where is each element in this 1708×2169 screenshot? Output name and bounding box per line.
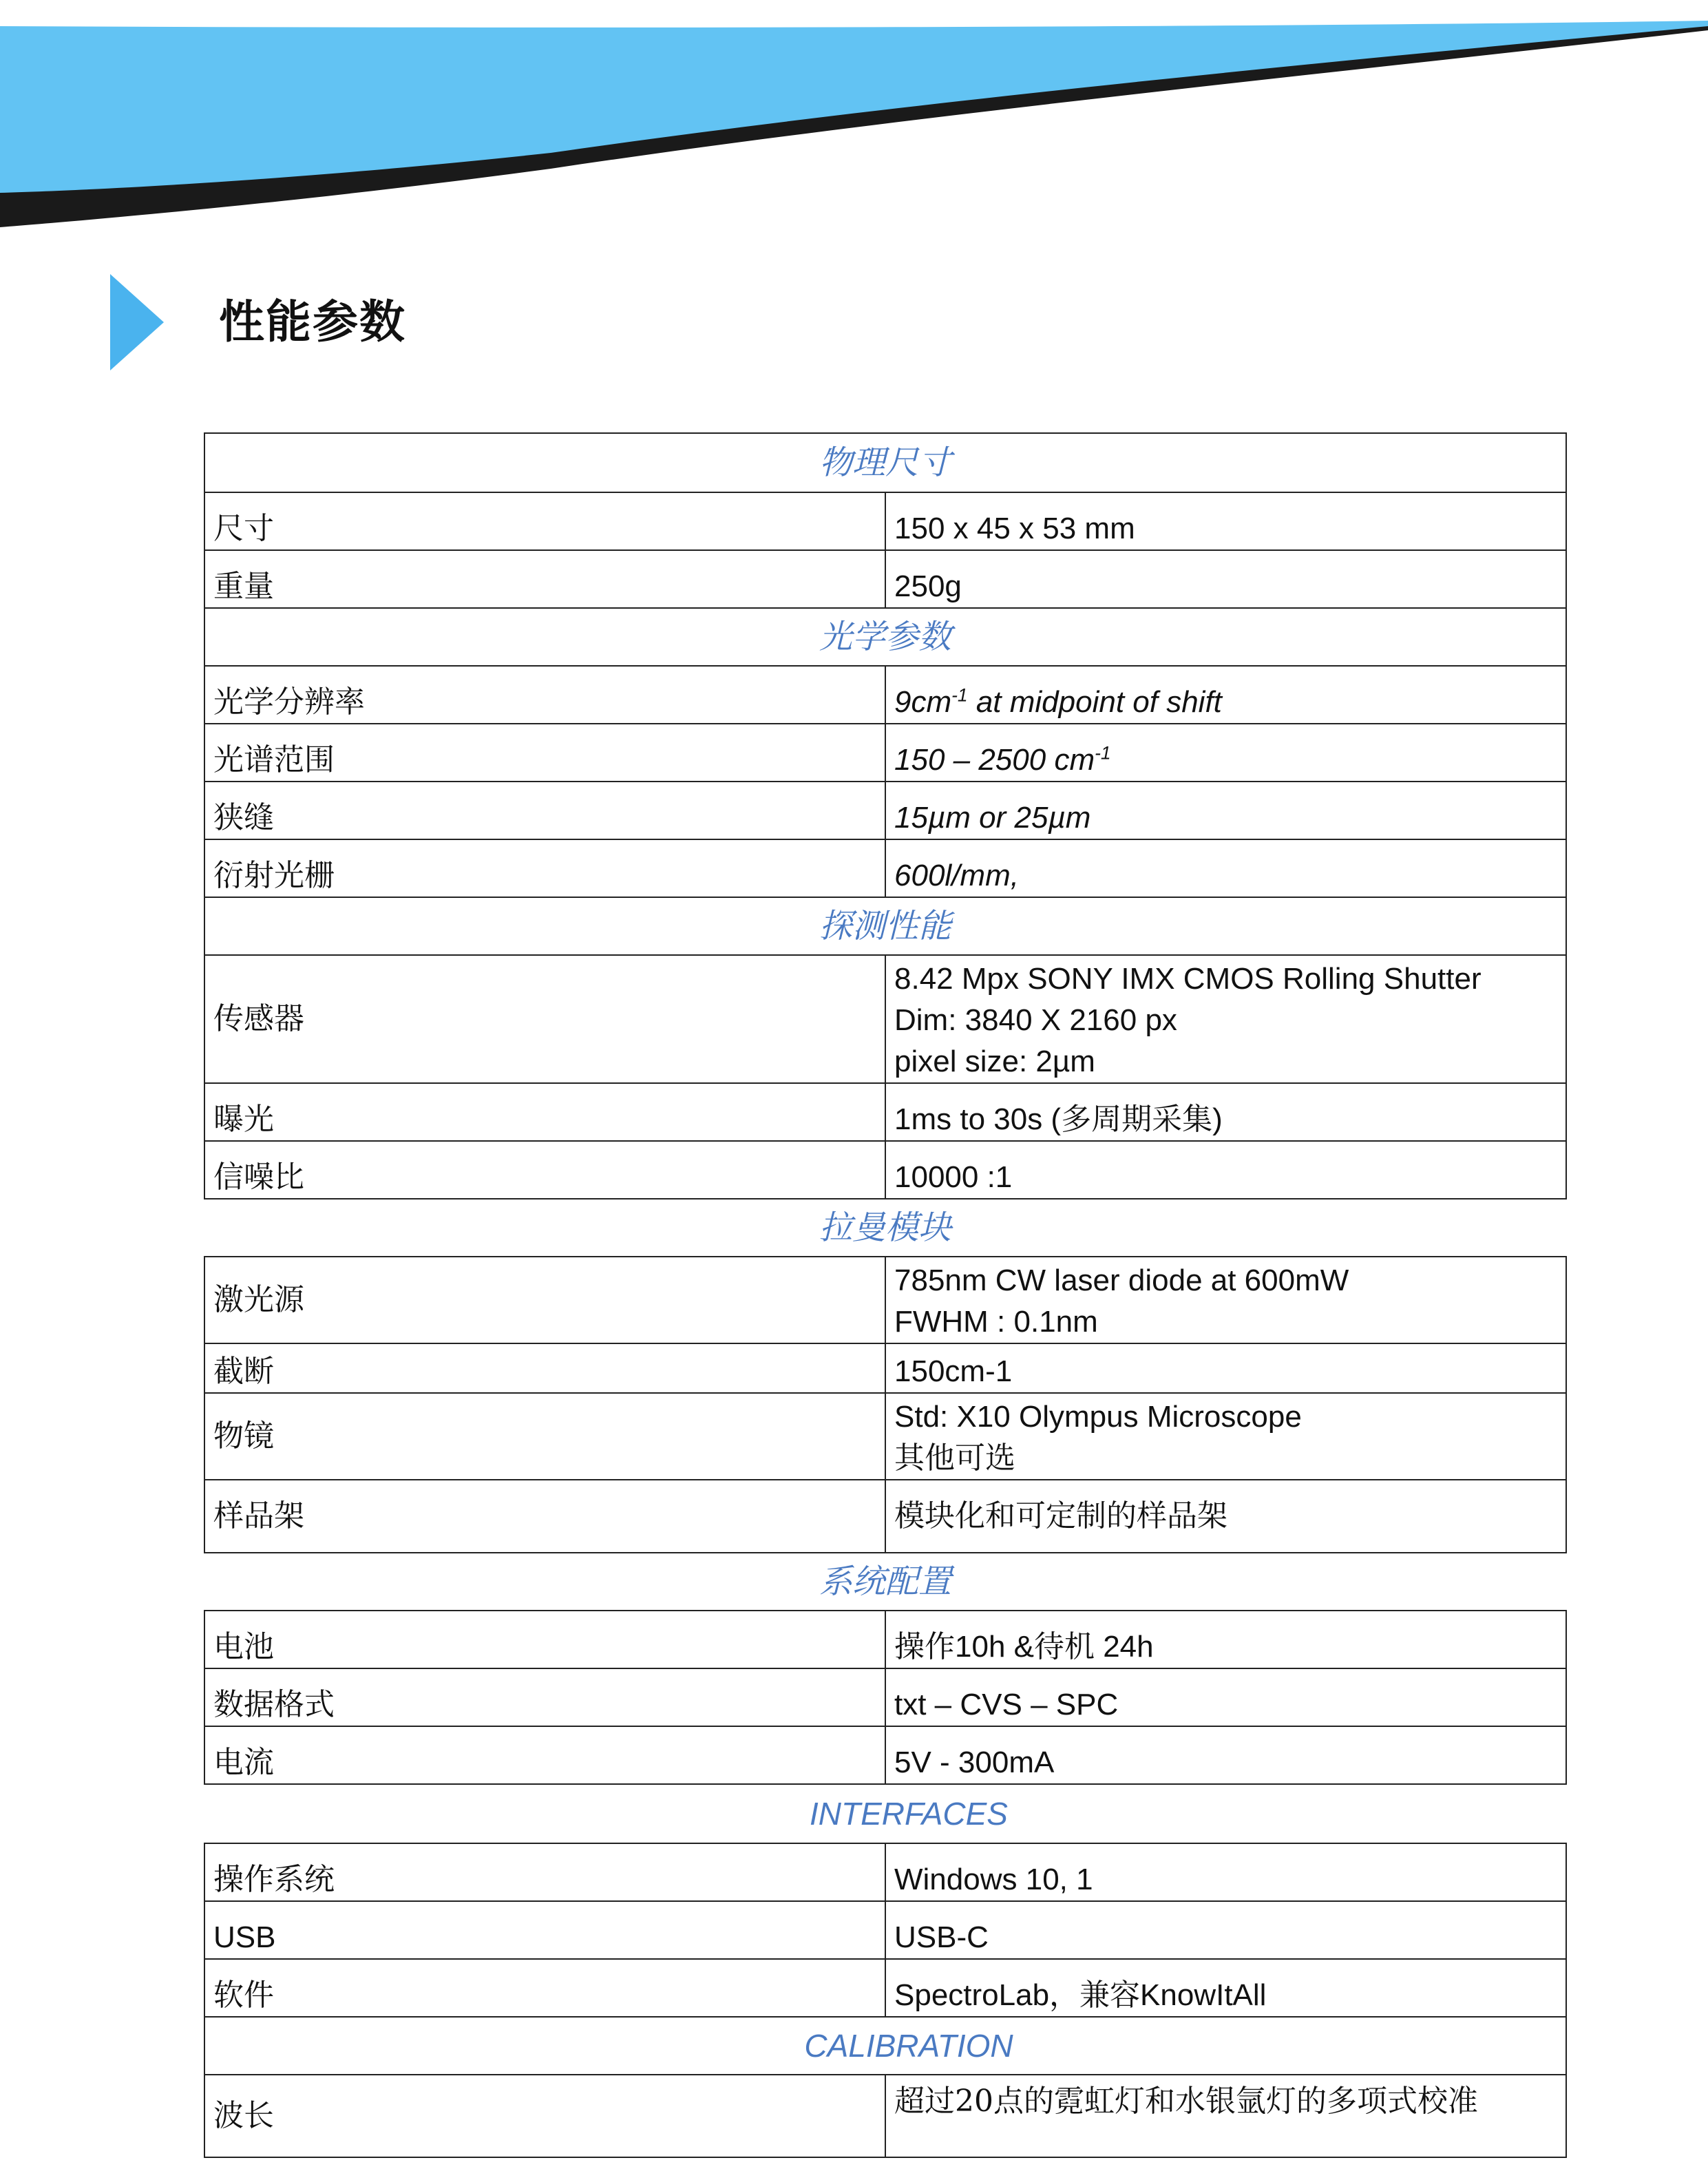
value-text: at midpoint of shift (967, 685, 1222, 719)
table-row (204, 1668, 1566, 1726)
spec-label: 数据格式 (204, 1668, 885, 1726)
spec-value: Windows 10, 1 (885, 1843, 1566, 1901)
section-row-raman (204, 1199, 1566, 1257)
value-text: 150 – 2500 cm (894, 743, 1095, 777)
banner-blue-wave (0, 0, 1708, 193)
spec-label: 衍射光栅 (204, 839, 885, 897)
spec-label: 样品架 (204, 1480, 885, 1553)
spec-value (885, 1257, 1566, 1343)
spec-label: 电流 (204, 1726, 885, 1784)
spec-label: 操作系统 (204, 1843, 885, 1901)
value-line: Std: X10 Olympus Microscope (894, 1400, 1302, 1434)
spec-value: SpectroLab，兼容KnowItAll (885, 1959, 1566, 2017)
spec-label: 光学分辨率 (204, 666, 885, 724)
table-row (204, 2075, 1566, 2157)
value-line: 785nm CW laser diode at 600mW (894, 1264, 1349, 1297)
spec-value: 1ms to 30s (多周期采集) (885, 1083, 1566, 1141)
spec-value: 5V - 300mA (885, 1726, 1566, 1784)
section-title: INTERFACES (204, 1784, 1566, 1843)
table-row (204, 1901, 1566, 1959)
table-row (204, 1843, 1566, 1901)
table-row (204, 1393, 1566, 1480)
spec-value (885, 724, 1566, 782)
spec-label: 软件 (204, 1959, 885, 2017)
section-row-optical (204, 608, 1566, 666)
spec-label: 尺寸 (204, 492, 885, 550)
spec-label: 波长 (204, 2075, 885, 2157)
table-row (204, 839, 1566, 897)
section-row-physical (204, 433, 1566, 492)
spec-value: USB-C (885, 1901, 1566, 1959)
section-row-interfaces (204, 1784, 1566, 1843)
spec-value (885, 955, 1566, 1083)
spec-value: 模块化和可定制的样品架 (885, 1480, 1566, 1553)
spec-value: 超过20点的霓虹灯和水银氩灯的多项式校准 (885, 2075, 1566, 2157)
section-title: 探测性能 (204, 897, 1566, 955)
spec-label: 信噪比 (204, 1141, 885, 1199)
table-row (204, 666, 1566, 724)
header-banner (0, 0, 1708, 234)
table-row (204, 1141, 1566, 1199)
spec-label: 截断 (204, 1343, 885, 1393)
table-row (204, 955, 1566, 1083)
section-title: 物理尺寸 (204, 433, 1566, 492)
spec-label: 重量 (204, 550, 885, 608)
spec-value: 操作10h &待机 24h (885, 1611, 1566, 1668)
spec-label: 狭缝 (204, 782, 885, 839)
section-row-detection (204, 897, 1566, 955)
spec-label: USB (204, 1901, 885, 1959)
table-row (204, 492, 1566, 550)
spec-label: 物镜 (204, 1393, 885, 1480)
spec-value: 10000 :1 (885, 1141, 1566, 1199)
table-row (204, 550, 1566, 608)
superscript: -1 (1095, 742, 1111, 764)
section-title: 拉曼模块 (204, 1199, 1566, 1257)
value-line: Dim: 3840 X 2160 px (894, 1003, 1177, 1037)
value-line: 其他可选 (894, 1440, 1015, 1476)
table-row (204, 1257, 1566, 1343)
spec-table (204, 432, 1567, 2158)
table-row (204, 782, 1566, 839)
spec-label: 光谱范围 (204, 724, 885, 782)
section-title: 系统配置 (204, 1553, 1566, 1611)
table-row (204, 1726, 1566, 1784)
spec-value (885, 1393, 1566, 1480)
spec-value: 15µm or 25µm (885, 782, 1566, 839)
spec-label: 电池 (204, 1611, 885, 1668)
table-row (204, 1480, 1566, 1553)
spec-value: 250g (885, 550, 1566, 608)
section-title: 光学参数 (204, 608, 1566, 666)
spec-label: 传感器 (204, 955, 885, 1083)
table-row (204, 1611, 1566, 1668)
value-line: FWHM : 0.1nm (894, 1305, 1098, 1339)
spec-value: txt – CVS – SPC (885, 1668, 1566, 1726)
spec-value: 150 x 45 x 53 mm (885, 492, 1566, 550)
superscript: -1 (951, 684, 968, 706)
table-row (204, 724, 1566, 782)
table-row (204, 1083, 1566, 1141)
spec-value: 600l/mm, (885, 839, 1566, 897)
value-line: pixel size: 2µm (894, 1045, 1095, 1078)
page-title: 性能参数 (219, 295, 406, 348)
section-triangle-icon (110, 274, 164, 370)
spec-label: 曝光 (204, 1083, 885, 1141)
table-row (204, 1959, 1566, 2017)
value-line: 8.42 Mpx SONY IMX CMOS Rolling Shutter (894, 962, 1482, 996)
section-title: CALIBRATION (204, 2017, 1566, 2075)
spec-label: 激光源 (204, 1257, 885, 1343)
value-text: 9cm (894, 685, 952, 719)
table-row (204, 1343, 1566, 1393)
spec-value (885, 666, 1566, 724)
banner-white-top (0, 0, 1708, 28)
section-row-system (204, 1553, 1566, 1611)
section-row-calibration (204, 2017, 1566, 2075)
spec-value: 150cm-1 (885, 1343, 1566, 1393)
